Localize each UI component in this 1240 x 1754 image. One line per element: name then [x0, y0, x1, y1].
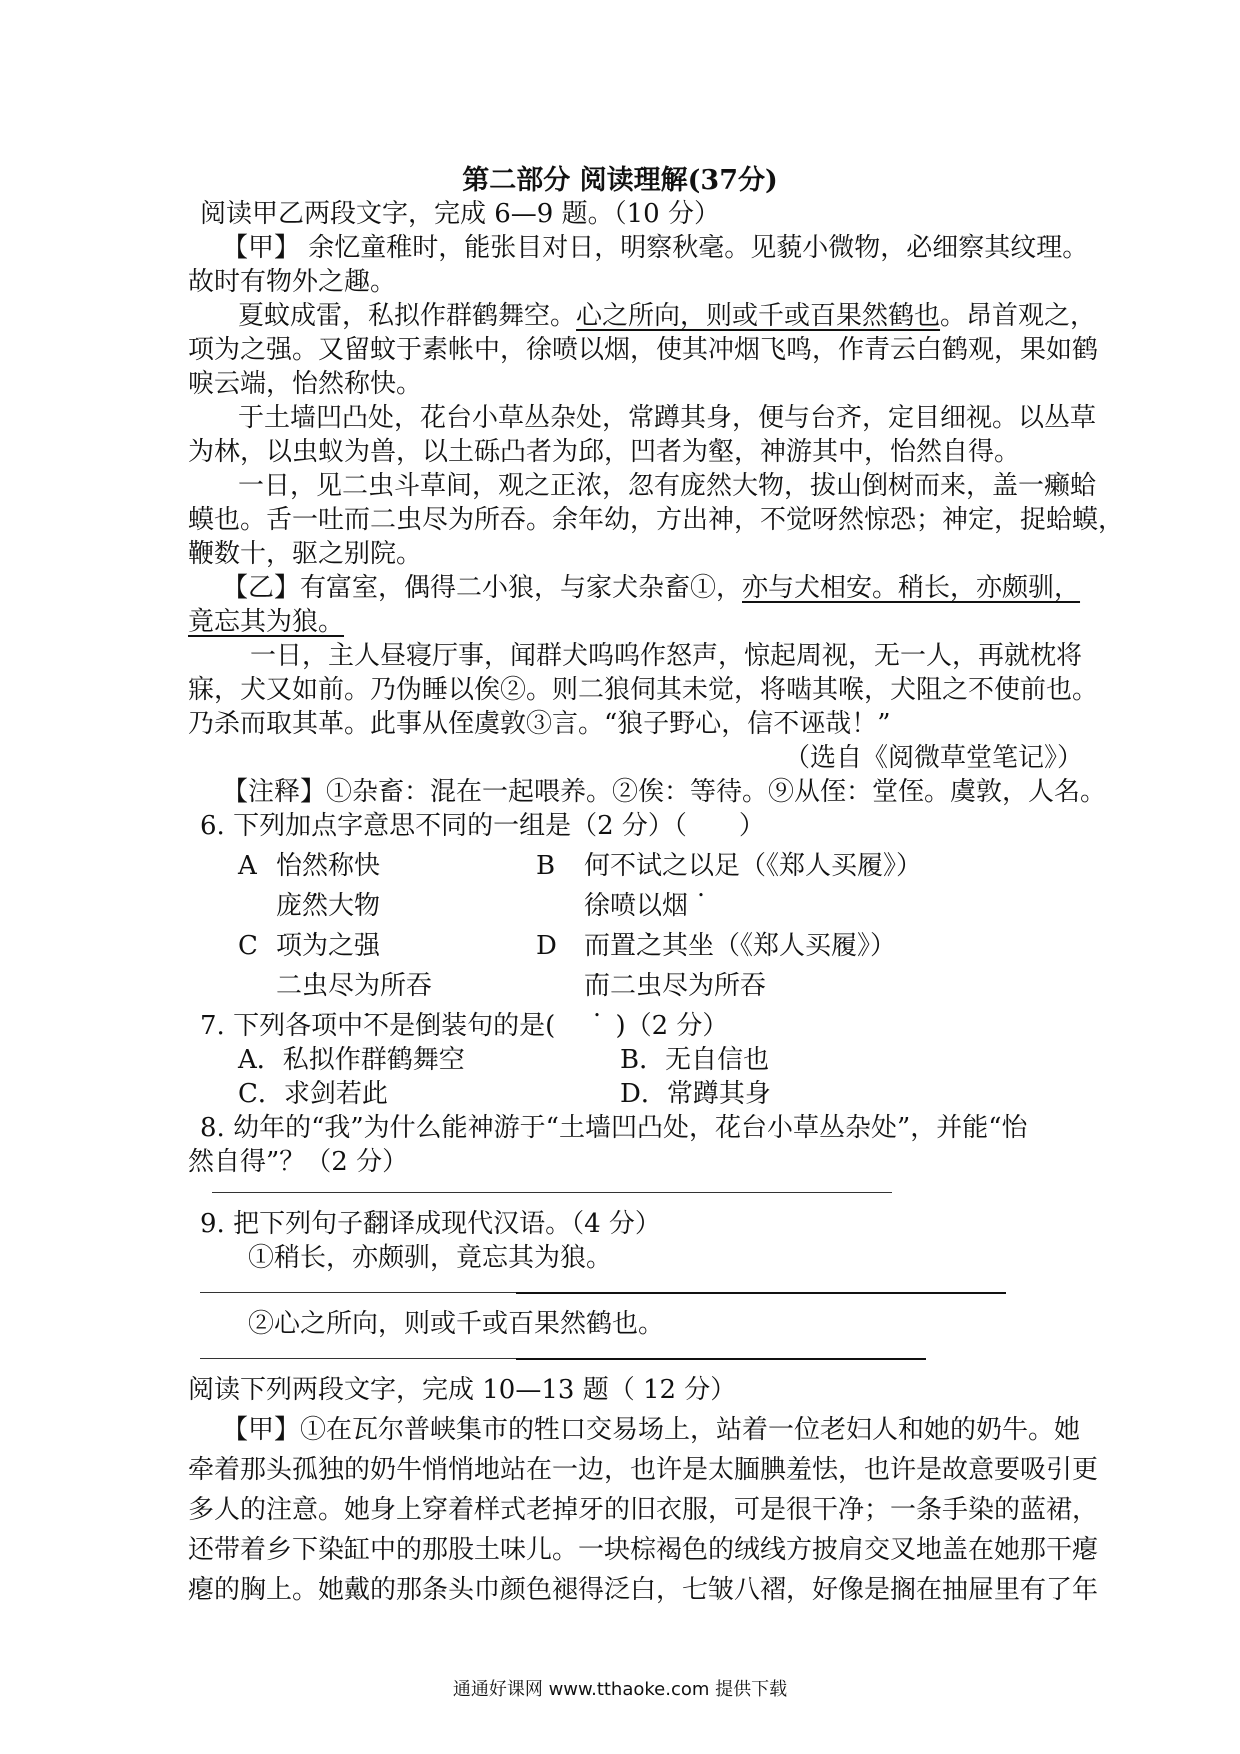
jia-p2a	[238, 298, 1096, 334]
q7-option-d: D．常蹲其身	[620, 1079, 771, 1109]
q6-a1-dotted: 然	[302, 851, 329, 881]
q6-d2-dotted: 而	[584, 971, 611, 1001]
q6-b1-pre: 何不试之	[584, 851, 689, 881]
yi-p2b: 寐，犬又如前。乃伪睡以俟②。则二狼伺其未觉，将啮其喉，犬阻之不使前也。	[188, 675, 1099, 705]
q6-c2-post: 所吞	[380, 971, 433, 1001]
sec1-intro: 阅读甲乙两段文字，完成 6—9 题。（10 分）	[200, 199, 720, 229]
q8-line-2: 然自得”？（2 分）	[188, 1147, 409, 1177]
jia-p1a: 【甲】 余忆童稚时，能张目对日，明察秋毫。见藐小微物，必细察其纹理。	[222, 233, 1089, 263]
q6-c1-dotted: 为	[302, 931, 329, 961]
q9-answer-2-line-left[interactable]	[200, 1358, 516, 1359]
sec2-line-2: 牵着那头孤独的奶牛悄悄地站在一边，也许是太腼腆羞怯，也许是故意要吸引更	[188, 1455, 1099, 1485]
jia-p2a-pre: 夏蚊成雷，私拟作群鹤舞空。	[238, 301, 577, 331]
jia-p2a-post: 。昂首观之，	[940, 301, 1097, 331]
q6-option-d2	[584, 968, 766, 1004]
yi-p1b-underlined: 竟忘其为狼。	[188, 607, 345, 637]
q9-sentence-2: ②心之所向，则或千或百果然鹤也。	[248, 1309, 665, 1339]
jia-p4a: 一日，见二虫斗草间，观之正浓，忽有庞然大物，拔山倒树而来，盖一癞蛤	[238, 471, 1097, 501]
q6-a2-post: 大物	[328, 891, 381, 921]
sec2-intro: 阅读下列两段文字，完成 10—13 题（ 12 分）	[188, 1375, 737, 1405]
q6-b2-dotted: 以	[636, 891, 663, 921]
q9-stem: 9. 把下列句子翻译成现代汉语。（4 分）	[200, 1209, 661, 1239]
q6-b2-post: 烟	[662, 891, 689, 921]
q6-b1-post: 足（《郑人买履》）	[714, 851, 923, 881]
jia-p2a-underlined: 心之所向，则或千或百果然鹤也	[576, 301, 941, 331]
sec2-line-5: 瘪的胸上。她戴的那条头巾颜色褪得泛白，七皱八褶，好像是搁在抽屉里有了年	[188, 1575, 1099, 1605]
q6-option-d1	[584, 928, 896, 964]
q6-label-c: C	[238, 931, 258, 961]
yi-source: （选自《阅微草堂笔记》）	[784, 743, 1084, 773]
q9-answer-2-line-right[interactable]	[516, 1358, 926, 1360]
jia-p3a: 于土墙凹凸处，花台小草丛杂处，常蹲其身，便与台齐，定目细视。以丛草	[238, 403, 1097, 433]
q6-option-c2	[276, 968, 432, 1004]
q6-stem: 6. 下列加点字意思不同的一组是（2 分）（ ）	[200, 811, 765, 841]
yi-p2a: 一日，主人昼寝厅事，闻群犬呜呜作怒声，惊起周视，无一人，再就枕将	[250, 641, 1083, 671]
q6-b2-pre: 徐喷	[584, 891, 637, 921]
yi-p1a	[222, 570, 1080, 606]
jia-p2c: 唳云端，怡然称快。	[188, 369, 423, 399]
q6-option-b1	[584, 848, 922, 884]
jia-p4b: 蟆也。舌一吐而二虫尽为所吞。余年幼，方出神，不觉呀然惊恐；神定，捉蛤蟆，	[188, 505, 1125, 535]
q6-a1-pre: 怡	[276, 851, 303, 881]
q7-option-b: B．无自信也	[620, 1045, 770, 1075]
q6-d2-post: 二虫尽为所吞	[610, 971, 767, 1001]
q6-a2-dotted: 然	[302, 891, 329, 921]
q6-option-b2	[584, 888, 688, 924]
q7-option-a: A．私拟作群鹤舞空	[238, 1045, 465, 1075]
sec2-line-1: 【甲】①在瓦尔普峡集市的牲口交易场上，站着一位老妇人和她的奶牛。她	[222, 1415, 1081, 1445]
sec2-line-3: 多人的注意。她身上穿着样式老掉牙的旧衣服，可是很干净；一条手染的蓝裙，	[188, 1495, 1099, 1525]
yi-p2c: 乃杀而取其革。此事从侄虞敦③言。“狼子野心，信不诬哉！”	[188, 709, 891, 739]
q9-sentence-1: ①稍长，亦颇驯，竟忘其为狼。	[248, 1243, 613, 1273]
q6-c2-dotted: 为	[354, 971, 381, 1001]
jia-p4c: 鞭数十，驱之别院。	[188, 539, 423, 569]
q6-b1-dotted: 以	[688, 851, 715, 881]
jia-p3b: 为林，以虫蚁为兽，以土砾凸者为邱，凹者为壑，神游其中，怡然自得。	[188, 437, 1021, 467]
q6-option-a2	[276, 888, 380, 924]
q7-option-c: C．求剑若此	[238, 1079, 388, 1109]
q6-label-d: D	[536, 931, 557, 961]
jia-p2b: 项为之强。又留蚊于素帐中，徐喷以烟，使其冲烟飞鸣，作青云白鹤观，果如鹤	[188, 335, 1099, 365]
q6-option-a1	[276, 848, 380, 884]
annotations: 【注释】①杂畜：混在一起喂养。②俟：等待。⑨从侄：堂侄。虞敦，人名。	[222, 777, 1107, 807]
section-title: 第二部分 阅读理解(37分)	[462, 165, 778, 196]
yi-p1a-pre: 【乙】有富室，偶得二小狼，与家犬杂畜①，	[222, 573, 743, 603]
q6-d1-post: 置之其坐（《郑人买履》）	[610, 931, 897, 961]
q9-answer-1-line-left[interactable]	[200, 1292, 516, 1293]
yi-p1b	[188, 604, 344, 640]
q6-c1-post: 之强	[328, 931, 381, 961]
page-footer: 通通好课网 www.tthaoke.com 提供下载	[452, 1679, 788, 1700]
jia-p1b: 故时有物外之趣。	[188, 267, 397, 297]
q6-c2-pre: 二虫尽	[276, 971, 355, 1001]
q8-line-1: 8. 幼年的“我”为什么能神游于“土墙凹凸处，花台小草丛杂处”，并能“怡	[200, 1113, 1028, 1143]
q6-c1-pre: 项	[276, 931, 303, 961]
q6-a2-pre: 庞	[276, 891, 303, 921]
q6-label-a: A	[238, 851, 257, 881]
q6-d1-dotted: 而	[584, 931, 611, 961]
sec2-line-4: 还带着乡下染缸中的那股土味儿。一块棕褐色的绒线方披肩交叉地盖在她那干瘪	[188, 1535, 1099, 1565]
q6-option-c1	[276, 928, 380, 964]
q7-stem: 7. 下列各项中不是倒装句的是( )（2 分）	[200, 1011, 729, 1041]
q9-answer-1-line-right[interactable]	[516, 1292, 1006, 1294]
yi-p1a-underlined: 亦与犬相安。稍长，亦颇驯，	[742, 573, 1081, 603]
q8-answer-line[interactable]	[212, 1192, 892, 1193]
q6-label-b: B	[536, 851, 556, 881]
q6-a1-post: 称快	[328, 851, 381, 881]
